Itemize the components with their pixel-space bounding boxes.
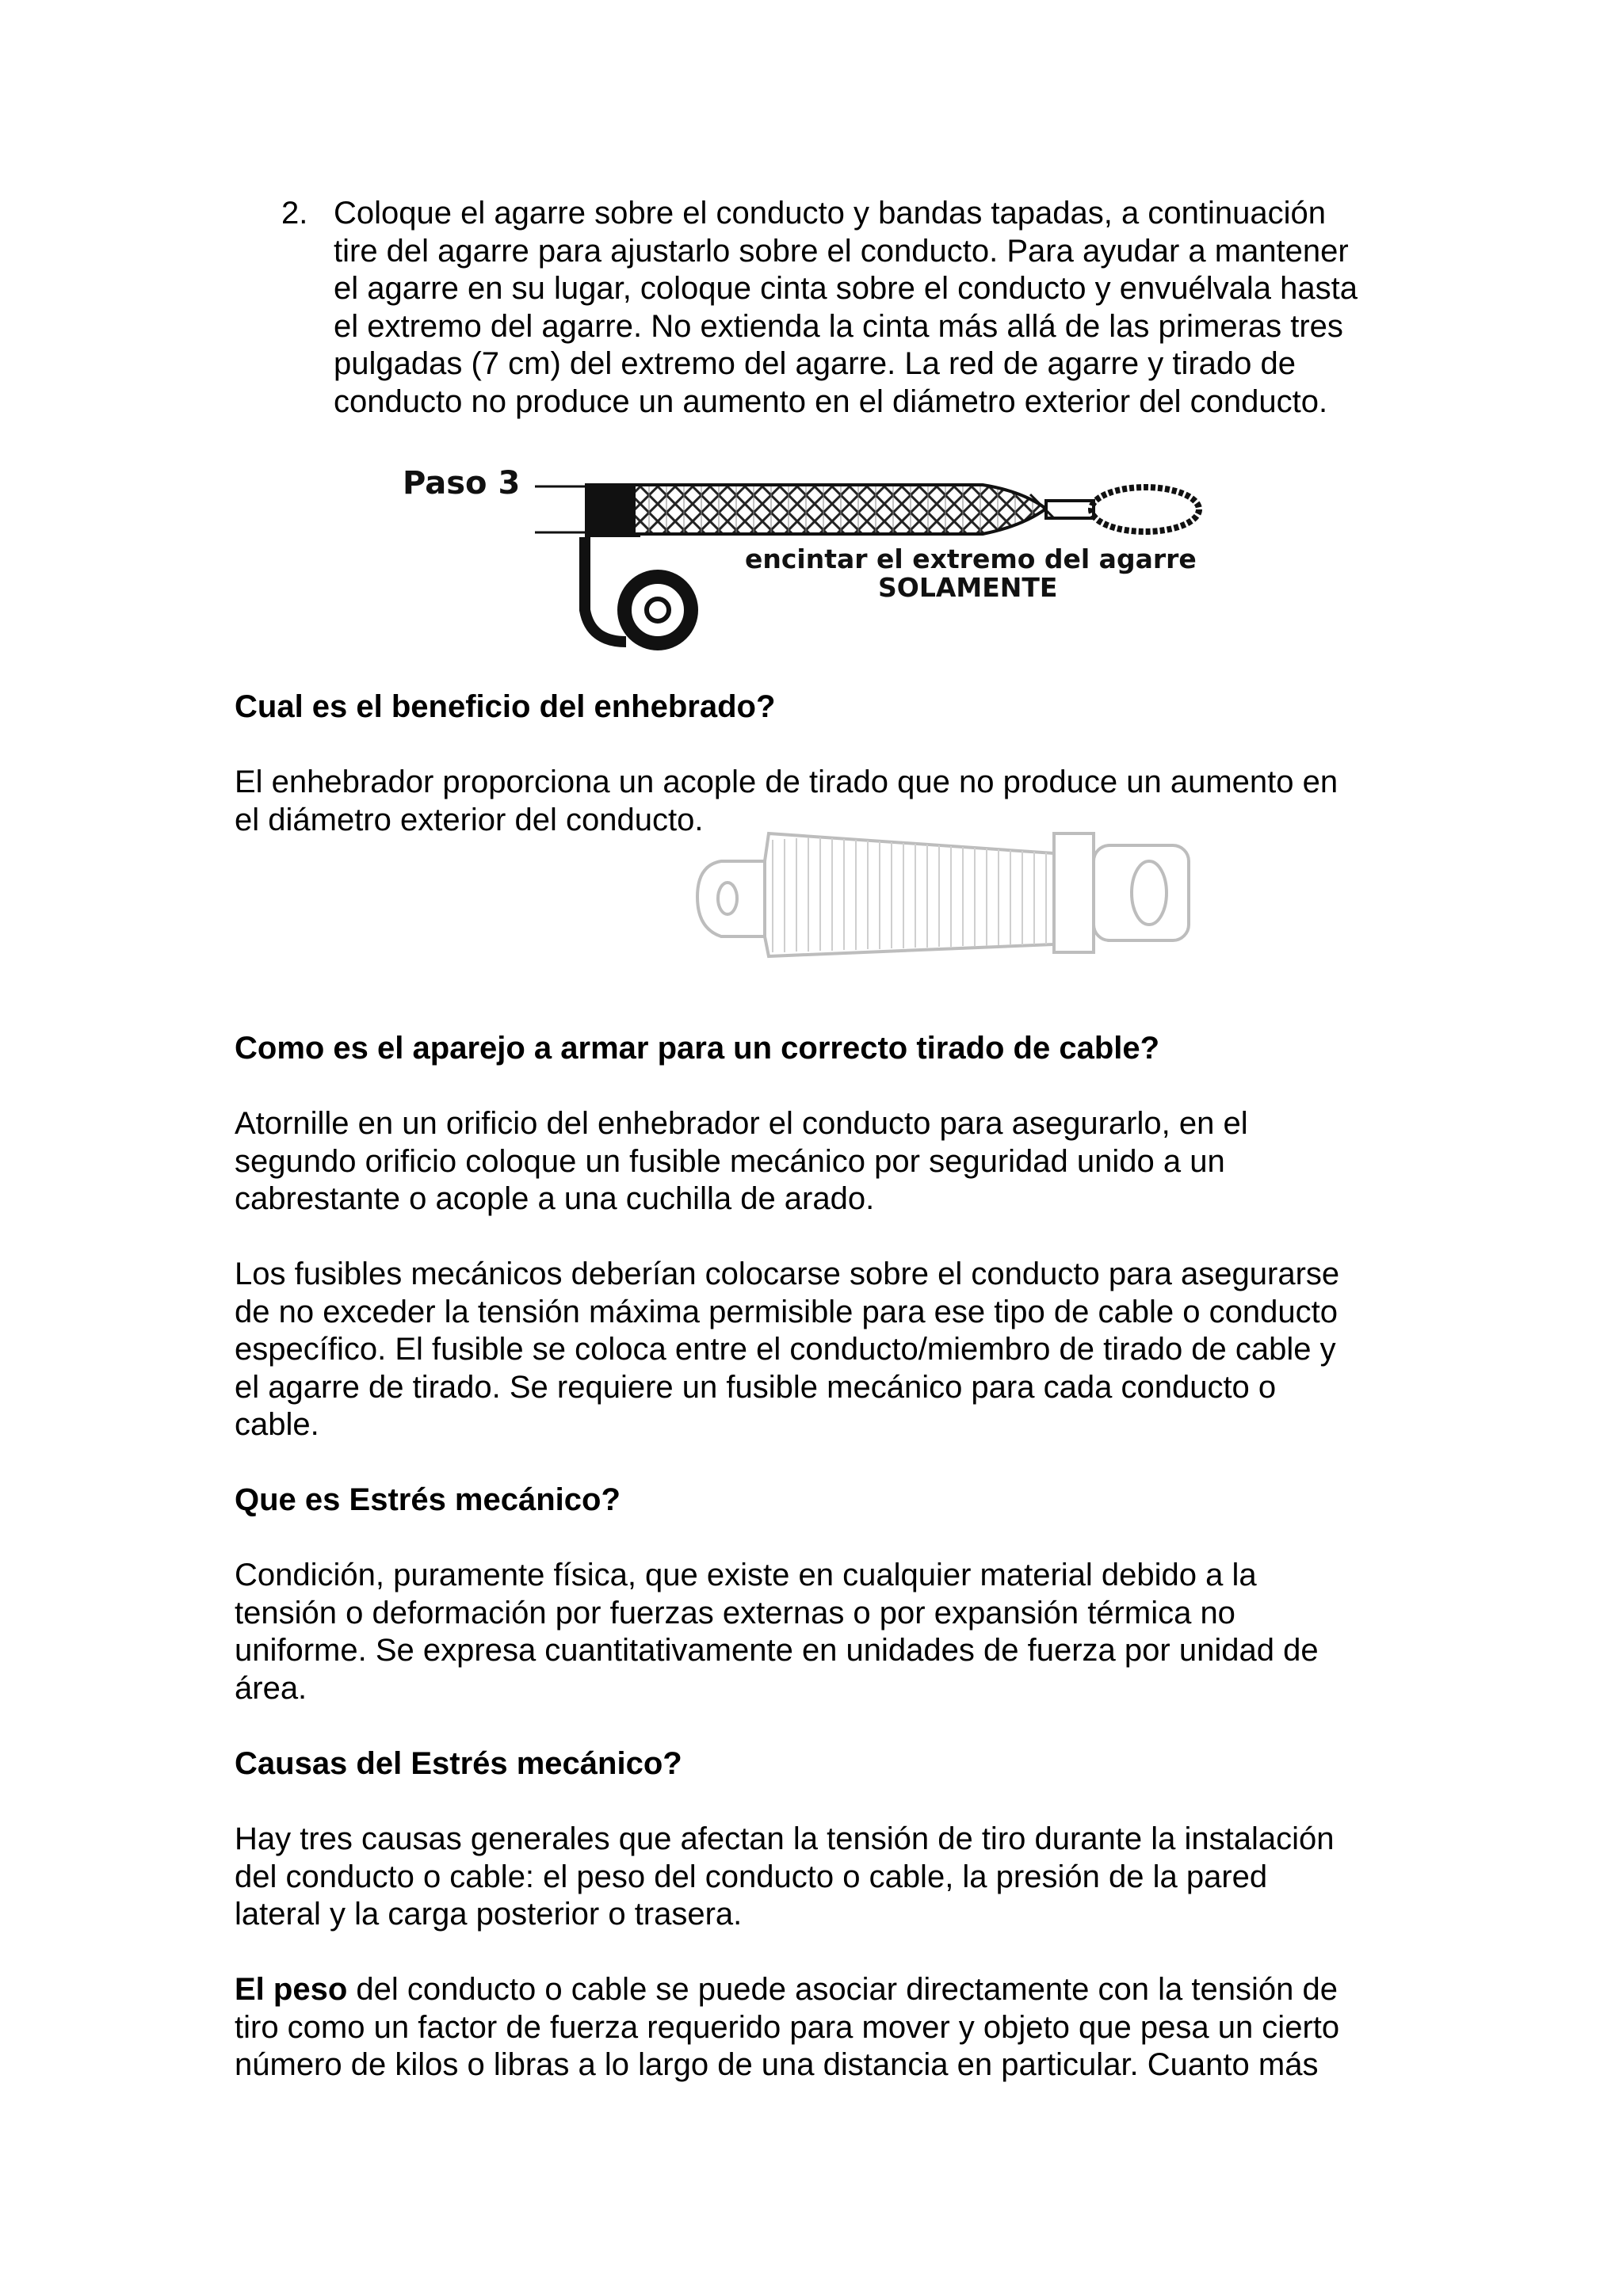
paragraph	[235, 1105, 1415, 1219]
text-line: Condición, puramente física, que existe en cualquier material debido a la	[235, 1558, 1257, 1592]
tape-band-shape	[585, 483, 640, 537]
text-line: específico. El fusible se coloca entre el conducto/miembro de tirado de cable y	[235, 1332, 1336, 1367]
section-heading: Como es el aparejo a armar para un correcto tirado de cable?	[235, 1031, 1160, 1066]
section-heading: Cual es el beneficio del enhebrado?	[235, 689, 776, 724]
paragraph	[235, 1821, 1415, 1934]
text-line: El enhebrador proporciona un acople de tirado que no produce un aumento en	[235, 765, 1338, 799]
text-line: Coloque el agarre sobre el conducto y bandas tapadas, a continuación	[334, 196, 1326, 231]
text-line: pulgadas (7 cm) del extremo del agarre. La red de agarre y tirado de	[334, 346, 1296, 381]
text-line: el agarre en su lugar, coloque cinta sobre el conducto y envuélvala hasta	[334, 271, 1358, 306]
paragraph	[235, 1557, 1415, 1707]
text-line: Hay tres causas generales que afectan la tensión de tiro durante la instalación	[235, 1821, 1335, 1856]
text-line: el extremo del agarre. No extienda la cinta más allá de las primeras tres	[334, 308, 1343, 344]
text-line: segundo orificio coloque un fusible mecánico por seguridad unido a un	[235, 1143, 1225, 1179]
text-line: cabrestante o acople a una cuchilla de arado.	[235, 1181, 875, 1216]
pulling-grip-figure	[396, 452, 1236, 666]
text-line: el agarre de tirado. Se requiere un fusible mecánico para cada conducto o	[235, 1369, 1277, 1405]
threader-figure	[689, 810, 1205, 976]
text-line-rest: del conducto o cable se puede asociar directamente con la tensión de	[347, 1972, 1338, 2007]
text-line	[235, 1971, 1415, 2009]
list-item-text	[334, 195, 1419, 421]
section-heading: Causas del Estrés mecánico?	[235, 1746, 682, 1781]
list-number: 2.	[281, 196, 308, 231]
text-line: el diámetro exterior del conducto.	[235, 802, 704, 837]
section-heading: Que es Estrés mecánico?	[235, 1482, 621, 1517]
text-line: Atornille en un orificio del enhebrador el conducto para asegurarlo, en el	[235, 1106, 1248, 1141]
text-line: tire del agarre para ajustarlo sobre el conducto. Para ayudar a mantener	[334, 233, 1349, 269]
text-line: cable.	[235, 1407, 319, 1442]
text-line: del conducto o cable: el peso del conducto o cable, la presión de la pared	[235, 1859, 1268, 1894]
threader-right-eye-shape	[1094, 845, 1189, 940]
figure-caption-line1: encintar el extremo del agarre	[745, 543, 1197, 574]
text-line: tensión o deformación por fuerzas externas o por expansión térmica no	[235, 1595, 1235, 1630]
figure-step-label: Paso 3	[403, 465, 521, 502]
text-line: uniforme. Se expresa cuantitativamente en unidades de fuerza por unidad de	[235, 1633, 1319, 1668]
threader-left-eye-shape	[697, 861, 765, 936]
bold-lead: El peso	[235, 1972, 348, 2007]
text-line: área.	[235, 1670, 307, 1706]
paragraph	[235, 1971, 1415, 2084]
text-line: tiro como un factor de fuerza requerido para mover y objeto que pesa un cierto	[235, 2009, 1340, 2045]
paragraph	[235, 1256, 1415, 1444]
woven-grip-shape	[634, 485, 1046, 534]
text-line: lateral y la carga posterior o trasera.	[235, 1897, 743, 1932]
text-line: conducto no produce un aumento en el diámetro exterior del conducto.	[334, 383, 1328, 419]
eye-loop-shape	[1091, 487, 1199, 532]
figure-caption-line2: SOLAMENTE	[878, 572, 1058, 603]
text-line: número de kilos o libras a lo largo de una distancia en particular. Cuanto más	[235, 2047, 1319, 2082]
text-line: Los fusibles mecánicos deberían colocarse sobre el conducto para asegurarse	[235, 1257, 1340, 1291]
text-line: de no exceder la tensión máxima permisible para ese tipo de cable o conducto	[235, 1294, 1338, 1329]
